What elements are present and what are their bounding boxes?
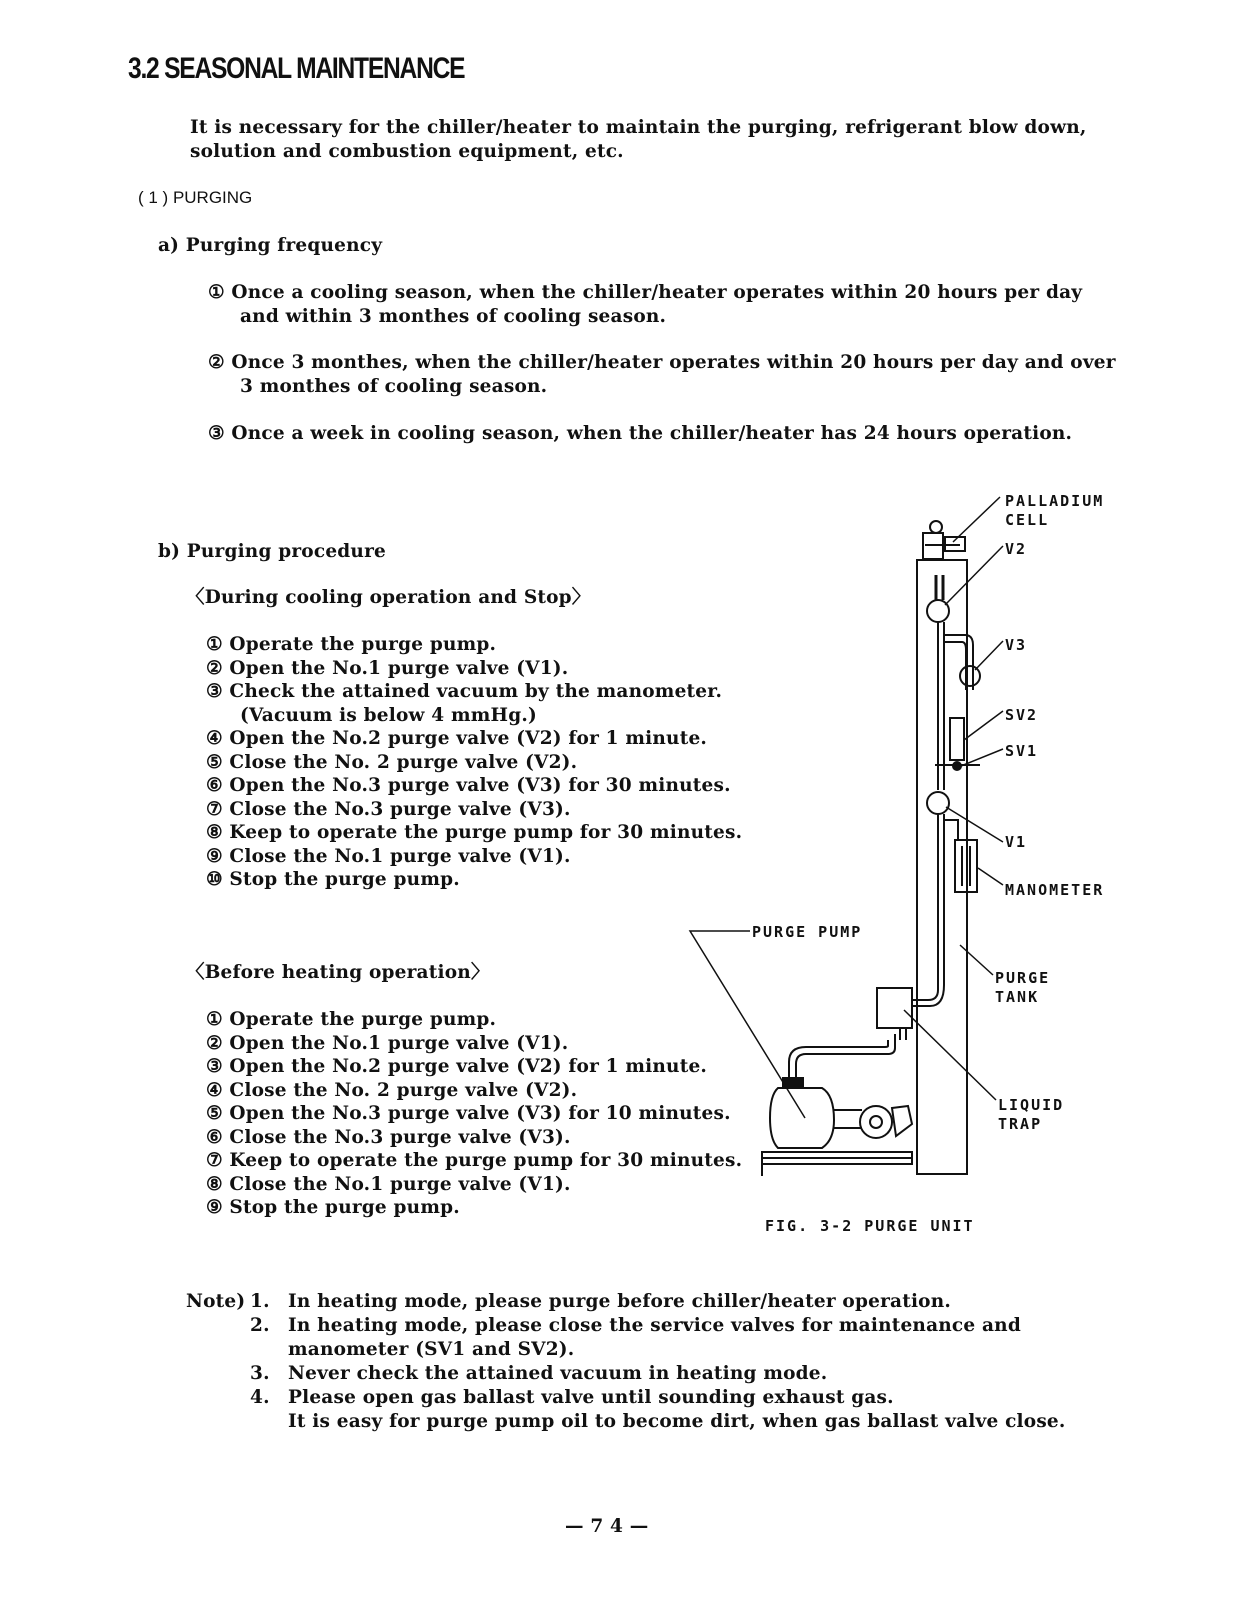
section-heading-purging: ( 1 ) PURGING	[138, 188, 253, 207]
list-item: ⑦ Keep to operate the purge pump for 30 minutes.	[206, 1150, 743, 1171]
intro-line: solution and combustion equipment, etc.	[190, 141, 624, 162]
note-number: 1.	[250, 1291, 270, 1312]
list-item: ⑦ Close the No.3 purge valve (V3).	[206, 798, 571, 820]
purge-tank-column	[917, 560, 967, 1174]
leader-v1	[946, 807, 1003, 842]
note-item-2-cont	[250, 1338, 1066, 1362]
list-item: ④ Open the No.2 purge valve (V2) for 1 minute.	[206, 728, 708, 749]
label-liquid-trap	[998, 1096, 1064, 1134]
frequency-heading: a) Purging frequency	[158, 235, 383, 256]
label-v2: V2	[1005, 540, 1028, 558]
note-item-1	[250, 1290, 1066, 1314]
page-title: 3.2 SEASONAL MAINTENANCE	[128, 52, 465, 85]
label-sv2: SV2	[1005, 706, 1039, 724]
label-v1: V1	[1005, 833, 1028, 851]
list-item: ⑥ Open the No.3 purge valve (V3) for 30 minutes.	[206, 775, 731, 796]
notes-label: Note)	[186, 1291, 246, 1312]
label-palladium-cell	[1005, 492, 1104, 530]
list-item: ⑨ Stop the purge pump.	[206, 1197, 460, 1218]
pump-motor	[860, 1106, 892, 1138]
procedure-heading: b) Purging procedure	[158, 541, 386, 562]
cell-knob	[930, 521, 942, 533]
service-valve-sv2	[950, 718, 964, 760]
page-number: — 7 4 —	[565, 1516, 649, 1537]
frequency-item-line: ② Once 3 monthes, when the chiller/heater operates within 20 hours per day and over	[208, 352, 1116, 373]
label-line: TANK	[995, 988, 1040, 1006]
heating-subheading: 〈Before heating operation〉	[186, 962, 490, 983]
list-item: ⑥ Close the No.3 purge valve (V3).	[206, 1126, 571, 1148]
valve-v1	[927, 792, 949, 814]
frequency-item-line: ③ Once a week in cooling season, when the chiller/heater has 24 hours operation.	[208, 423, 1073, 444]
note-number: 3.	[250, 1363, 270, 1384]
note-number: 4.	[250, 1387, 270, 1408]
label-v3: V3	[1005, 636, 1028, 654]
label-sv1: SV1	[1005, 742, 1039, 760]
note-item-4-cont	[250, 1410, 1066, 1434]
frequency-item-line: ① Once a cooling season, when the chiller/heater operates within 20 hours per day	[208, 282, 1083, 303]
list-item: ⑨ Close the No.1 purge valve (V1).	[206, 845, 571, 867]
label-line: PALLADIUM	[1005, 492, 1105, 510]
label-line: CELL	[1005, 511, 1050, 529]
list-item: ② Open the No.1 purge valve (V1).	[206, 1032, 569, 1054]
label-purge-tank	[995, 969, 1050, 1007]
list-item: ⑩ Stop the purge pump.	[206, 869, 460, 890]
frequency-item-line: and within 3 monthes of cooling season.	[240, 306, 667, 327]
note-item-2	[250, 1314, 1066, 1338]
list-item: ③ Check the attained vacuum by the manometer.	[206, 681, 723, 702]
intro-line: It is necessary for the chiller/heater to maintain the purging, refrigerant blow down,	[190, 117, 1087, 138]
label-purge-pump: PURGE PUMP	[752, 923, 863, 941]
notes-section	[186, 1290, 1066, 1434]
leader-purge-pump	[690, 931, 805, 1118]
frequency-item-line: 3 monthes of cooling season.	[240, 376, 548, 397]
list-item: ⑧ Close the No.1 purge valve (V1).	[206, 1173, 571, 1195]
list-item: ① Operate the purge pump.	[206, 1009, 497, 1030]
purge-pump	[770, 1088, 834, 1148]
list-item: ⑤ Open the No.3 purge valve (V3) for 10 minutes.	[206, 1103, 731, 1124]
list-item: ① Operate the purge pump.	[206, 634, 497, 655]
note-text: Never check the attained vacuum in heating mode.	[288, 1363, 828, 1384]
label-line: LIQUID	[998, 1096, 1065, 1114]
list-item: (Vacuum is below 4 mmHg.)	[240, 704, 537, 726]
leader-manometer	[978, 868, 1003, 885]
note-text: manometer (SV1 and SV2).	[288, 1339, 575, 1360]
label-line: TRAP	[998, 1115, 1043, 1133]
list-item: ⑤ Close the No. 2 purge valve (V2).	[206, 751, 578, 773]
leader-v3	[975, 641, 1003, 670]
leader-sv2	[964, 711, 1003, 740]
list-item: ④ Close the No. 2 purge valve (V2).	[206, 1079, 578, 1101]
label-line: PURGE	[995, 969, 1051, 987]
note-item-4	[250, 1386, 1066, 1410]
figure-caption: FIG. 3-2 PURGE UNIT	[765, 1217, 975, 1235]
leader-purge-tank	[960, 945, 993, 975]
note-text: In heating mode, please close the service valves for maintenance and	[288, 1315, 1021, 1336]
list-item: ⑧ Keep to operate the purge pump for 30 minutes.	[206, 822, 743, 843]
leader-v2	[945, 546, 1003, 605]
liquid-trap	[877, 988, 912, 1028]
leader-palladium	[953, 497, 1000, 542]
note-item-3	[250, 1362, 1066, 1386]
note-text: In heating mode, please purge before chiller/heater operation.	[288, 1291, 952, 1312]
list-item: ② Open the No.1 purge valve (V1).	[206, 657, 569, 679]
cooling-subheading: 〈During cooling operation and Stop〉	[186, 587, 591, 608]
note-text: Please open gas ballast valve until sounding exhaust gas.	[288, 1387, 894, 1408]
list-item: ③ Open the No.2 purge valve (V2) for 1 minute.	[206, 1056, 708, 1077]
note-number: 2.	[250, 1315, 270, 1336]
note-text: It is easy for purge pump oil to become dirt, when gas ballast valve close.	[288, 1411, 1066, 1432]
label-manometer: MANOMETER	[1005, 881, 1105, 899]
